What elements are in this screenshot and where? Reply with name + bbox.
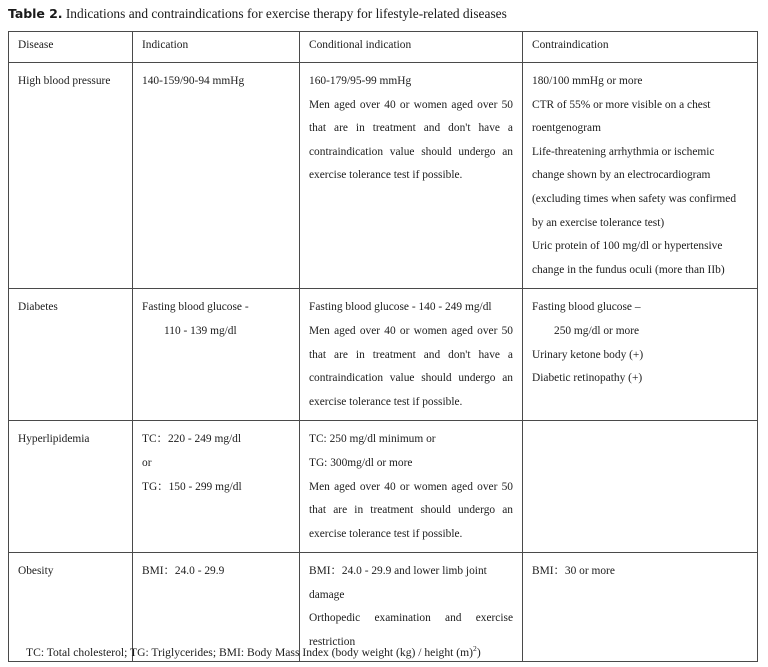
contraindication-line: BMI：30 or more	[532, 565, 615, 578]
contraindication-line: Urinary ketone body (+)	[532, 348, 644, 361]
conditional-paragraph: Men aged over 40 or women aged over 50 that are in treatment should undergo an exercise tolerance test if possible.	[309, 480, 513, 540]
table-row	[9, 63, 758, 289]
contraindication-line: CTR of 55% or more visible on a chest roentgenogram	[532, 98, 711, 135]
cell-indication	[133, 421, 300, 553]
column-header-contraindication: Contraindication	[523, 32, 758, 63]
cell-contraindication	[523, 553, 758, 661]
disease-name: Obesity	[18, 565, 54, 578]
indication-line: 140-159/90-94 mmHg	[142, 75, 245, 87]
table-footnote	[26, 641, 481, 660]
cell-disease	[9, 289, 133, 421]
disease-name: Diabetes	[18, 301, 58, 314]
indications-table	[8, 31, 758, 662]
contraindication-line: 250 mg/dl or more	[554, 324, 640, 337]
disease-name: Hyperlipidemia	[18, 433, 90, 446]
table-body	[9, 63, 758, 662]
indication-line: Fasting blood glucose -	[142, 301, 249, 314]
cell-disease	[9, 63, 133, 289]
conditional-line: 160-179/95-99 mmHg	[309, 75, 412, 87]
table-row	[9, 421, 758, 553]
caption-description: Indications and contraindications for exercise therapy for lifestyle-related diseases	[65, 6, 507, 21]
cell-contraindication	[523, 421, 758, 553]
cell-conditional-indication	[300, 421, 523, 553]
footnote-superscript: 2	[473, 644, 477, 653]
cell-indication	[133, 289, 300, 421]
contraindication-line: Life-threatening arrhythmia or ischemic change shown by an electrocardiogram (excluding times when safety was confirmed by an exercise tolerance test)	[532, 145, 737, 229]
contraindication-line: Diabetic retinopathy (+)	[532, 372, 643, 385]
column-header-disease: Disease	[9, 32, 133, 63]
cell-contraindication	[523, 289, 758, 421]
cell-contraindication	[523, 63, 758, 289]
conditional-line: BMI：24.0 - 29.9 and lower limb joint damage	[309, 565, 487, 601]
cell-conditional-indication	[300, 289, 523, 421]
contraindication-line: 180/100 mmHg or more	[532, 75, 643, 87]
cell-indication	[133, 63, 300, 289]
disease-name: High blood pressure	[18, 75, 111, 87]
conditional-line: Fasting blood glucose - 140 - 249 mg/dl	[309, 301, 492, 314]
caption-label: Table 2.	[8, 6, 63, 21]
conditional-paragraph: Orthopedic examination and exercise restriction	[309, 612, 513, 649]
table-header	[9, 32, 758, 63]
indication-line: TC：220 - 249 mg/dl	[142, 433, 242, 446]
column-header-indication: Indication	[133, 32, 300, 63]
table-header-row	[9, 32, 758, 63]
contraindication-line: Uric protein of 100 mg/dl or hypertensive change in the fundus oculi (more than IIb)	[532, 240, 725, 276]
conditional-paragraph: Men aged over 40 or women aged over 50 that are in treatment and don't have a contraindication value should undergo an exercise tolerance test if possible.	[309, 324, 513, 408]
cell-disease	[9, 421, 133, 553]
indication-line: BMI：24.0 - 29.9	[142, 565, 225, 578]
indication-line: or	[142, 456, 152, 469]
conditional-line: TG: 300mg/dl or more	[309, 456, 413, 469]
footnote-text-end: )	[476, 645, 481, 659]
conditional-line: TC: 250 mg/dl minimum or	[309, 433, 436, 446]
indication-line: 110 - 139 mg/dl	[164, 324, 237, 337]
footnote-text: TC: Total cholesterol; TG: Triglycerides; BMI: Body Mass Index (body weight (kg) / height (m)	[26, 645, 474, 659]
indication-line: TG：150 - 299 mg/dl	[142, 480, 242, 493]
table-caption	[8, 5, 760, 22]
cell-conditional-indication	[300, 63, 523, 289]
table-row	[9, 289, 758, 421]
conditional-paragraph: Men aged over 40 or women aged over 50 that are in treatment and don't have a contraindication value should undergo an exercise tolerance test if possible.	[309, 98, 513, 182]
column-header-conditional-indication: Conditional indication	[300, 32, 523, 63]
contraindication-line: Fasting blood glucose –	[532, 301, 641, 314]
